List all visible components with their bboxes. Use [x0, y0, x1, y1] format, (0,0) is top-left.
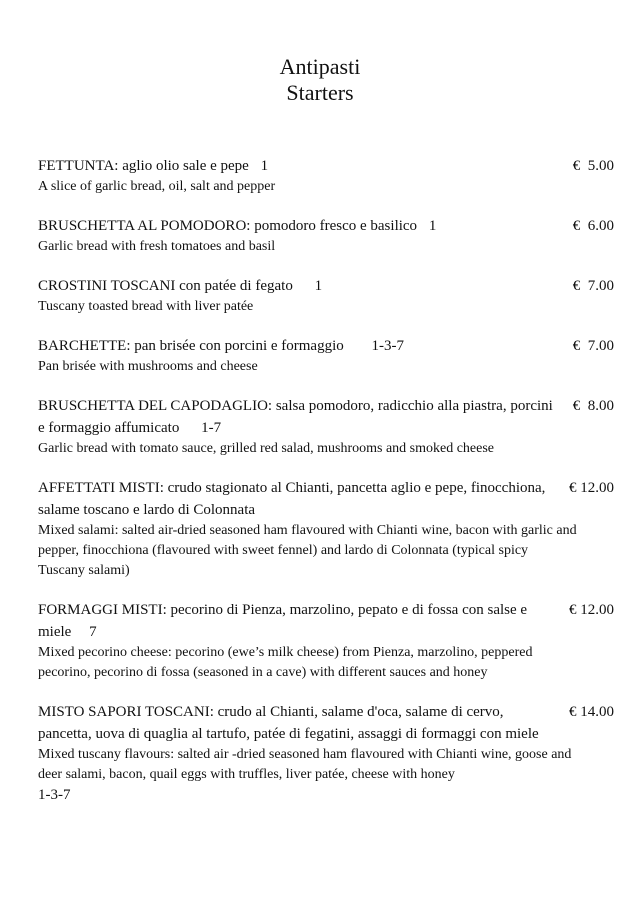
item-price: € 8.00: [572, 398, 614, 414]
item-name: [38, 477, 558, 521]
item-title: AFFETTATI MISTI: crudo stagionato al Chianti, pancetta aglio e pepe, finocchiona, salame toscano e lardo di Colonnata: [38, 480, 546, 518]
item-price: € 12.00: [569, 480, 614, 496]
menu-item: [38, 477, 614, 581]
item-allergens: 1: [314, 278, 323, 294]
item-allergens: 1: [260, 158, 269, 174]
item-title: MISTO SAPORI TOSCANI: crudo al Chianti, salame d'oca, salame di cervo, pancetta, uova di quaglia al tartufo, patée di fegatini, assaggi di formaggi con miele: [38, 704, 539, 742]
menu-item-header: [38, 275, 614, 297]
item-description: Mixed pecorino cheese: pecorino (ewe’s milk cheese) from Pienza, marzolino, peppered pecorino, pecorino di fossa (seasoned in a cave) with different sauces and honey: [38, 645, 533, 680]
item-price: € 14.00: [569, 704, 614, 720]
menu-item: [38, 155, 614, 197]
menu-item: [38, 335, 614, 377]
item-description: Garlic bread with tomato sauce, grilled red salad, mushrooms and smoked cheese: [38, 441, 495, 456]
item-price: € 6.00: [572, 218, 614, 234]
item-allergens: 7: [89, 624, 97, 640]
menu-item: [38, 701, 614, 805]
item-title: BRUSCHETTA DEL CAPODAGLIO: salsa pomodoro, radicchio alla piastra, porcini e formaggio affumicato: [38, 398, 553, 436]
item-allergens: 1-7: [201, 420, 222, 436]
menu-item: [38, 395, 614, 459]
menu-item: [38, 599, 614, 683]
item-allergens: 1-3-7: [371, 338, 405, 354]
item-name: [38, 335, 558, 357]
item-price: € 7.00: [572, 338, 614, 354]
menu-item: [38, 275, 614, 317]
item-title: CROSTINI TOSCANI con patée di fegato: [38, 278, 293, 294]
menu-header: [0, 54, 640, 106]
item-price: € 12.00: [569, 602, 614, 618]
menu-item-header: [38, 477, 614, 521]
item-description: A slice of garlic bread, oil, salt and pepper: [38, 179, 276, 194]
page-title: Antipasti: [279, 54, 361, 79]
item-allergens: 1-3-7: [38, 787, 71, 803]
menu-item-header: [38, 395, 614, 439]
menu-list: [38, 155, 614, 823]
item-title: BARCHETTE: pan brisée con porcini e formaggio: [38, 338, 344, 354]
item-name: [38, 599, 558, 643]
item-price: € 5.00: [572, 158, 614, 174]
menu-item-header: [38, 155, 614, 177]
item-name: [38, 155, 558, 177]
menu-item: [38, 215, 614, 257]
item-description: Mixed salami: salted air-dried seasoned ham flavoured with Chianti wine, bacon with garlic and pepper, finocchiona (flavoured with sweet fennel) and lardo di Colonnata (typical spicy Tuscany salami): [38, 523, 577, 578]
item-description: Mixed tuscany flavours: salted air -dried seasoned ham flavoured with Chianti wine, goose and deer salami, bacon, quail eggs with truffles, liver patée, cheese with honey: [38, 747, 572, 782]
item-title: FORMAGGI MISTI: pecorino di Pienza, marzolino, pepato e di fossa con salse e miele: [38, 602, 528, 640]
item-description: Tuscany toasted bread with liver patée: [38, 299, 254, 314]
menu-item-header: [38, 599, 614, 643]
item-name: [38, 701, 558, 745]
item-title: BRUSCHETTA AL POMODORO: pomodoro fresco e basilico: [38, 218, 418, 234]
menu-item-header: [38, 215, 614, 237]
item-name: [38, 275, 558, 297]
item-name: [38, 395, 558, 439]
menu-item-header: [38, 701, 614, 745]
page-subtitle: Starters: [286, 80, 354, 105]
item-price: € 7.00: [572, 278, 614, 294]
item-description: Garlic bread with fresh tomatoes and basil: [38, 239, 276, 254]
item-description: Pan brisée with mushrooms and cheese: [38, 359, 258, 374]
item-name: [38, 215, 558, 237]
item-title: FETTUNTA: aglio olio sale e pepe: [38, 158, 249, 174]
item-allergens: 1: [428, 218, 437, 234]
menu-item-header: [38, 335, 614, 357]
